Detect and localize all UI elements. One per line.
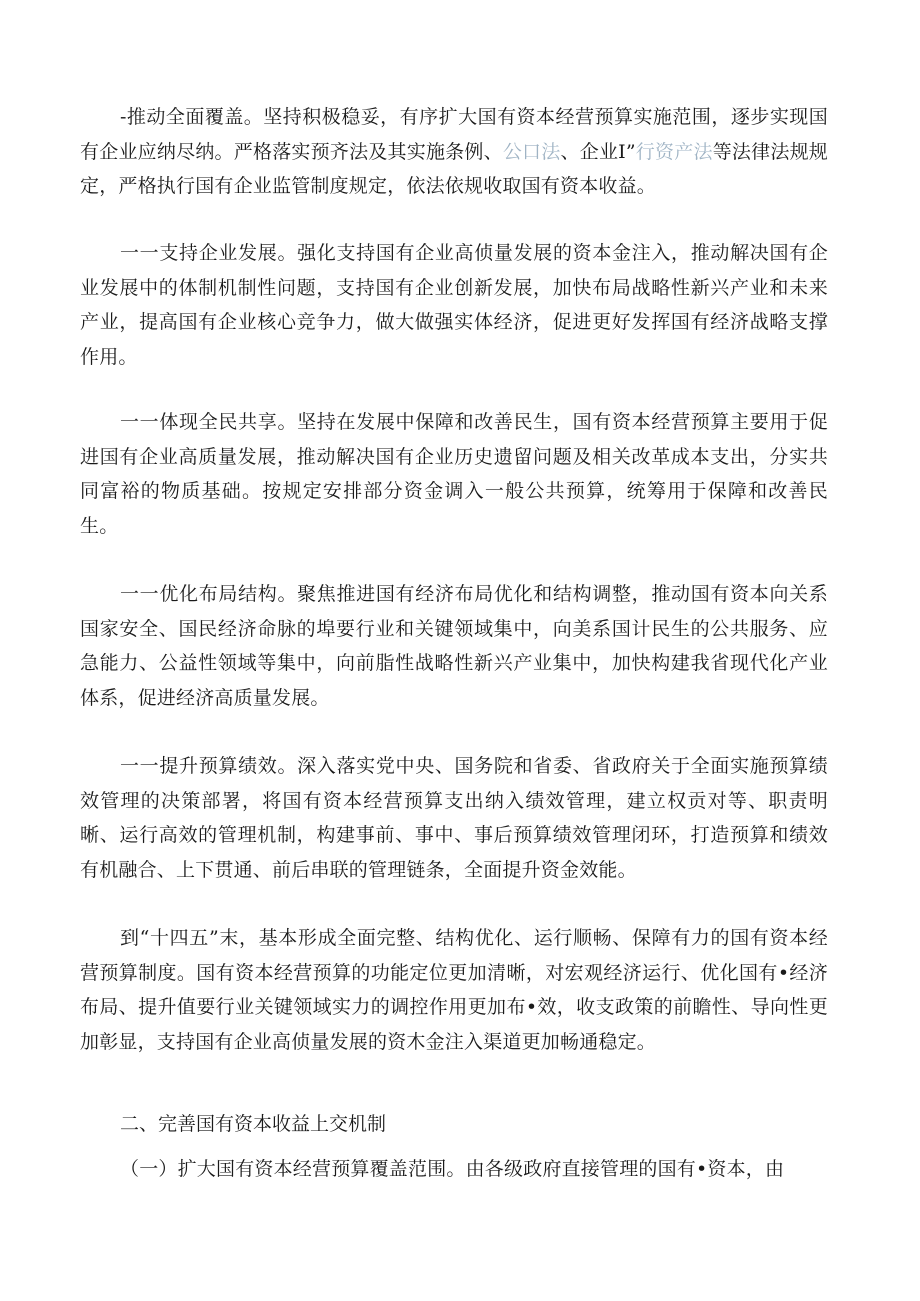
paragraph-14th-five-year-goal: 到“十四五”末，基本形成全面完整、结构优化、运行顺畅、保障有力的国有资本经营预算制度。国有资本经营预算的功能定位更加清晰，对宏观经济运行、优化国有•经济布局、提升值要行业关键领域实力的调控作用更加布•效，收支政策的前瞻性、导向性更加彰显，支持国有企业高侦量发展的资木金注入渠道更加畅通稳定。 [80,927,828,1053]
paragraph-expand-coverage: （一）扩大国有资本经营预算覆盖范围。由各级政府直接管理的国有•资本，由 [120,1158,785,1180]
paragraph-full-coverage-connector: 、企业I” [560,140,636,163]
section-heading-2: 二、完善国有资本收益上交机制 [120,1113,387,1135]
paragraph-optimize-layout: 一一优化布局结构。聚焦推进国有经济布局优化和结构调整，推动国有资本向关系国家安全、国民经济命脉的埠要行业和关键领域集中，向美系国计民生的公共服务、应急能力、公益性领域等集中，向前脂性战略性新兴产业集中，加快构建我省现代化产业体系，促进经济高质量发展。 [80,583,828,709]
company-law-link[interactable]: 公口法 [502,140,561,163]
paragraph-full-coverage [80,100,828,204]
paragraph-support-enterprise: 一一支持企业发展。强化支持国有企业高侦量发展的资本金注入，推动解决国有企业发展中的体制机制性问题，支持国有企业创新发展，加快布局战略性新兴产业和未来产业，提高国有企业核心竞争力，做大做强实体经济，促进更好发挥国有经济战略支撑作用。 [80,242,828,368]
paragraph-shared-by-all: 一一体现全民共享。坚持在发展中保障和改善民生，国有资本经营预算主要用于促进国有企业高质量发展，推动解决国有企业历史遗留问题及相关改革成本支出，分实共同富裕的物质基础。按规定安排部分资金调入一般公共预算，统筹用于保障和改善民生。 [80,411,828,537]
paragraph-full-coverage-tail: 等法律法规规定，严格执行国有企业监管制度规定，依法依规收取国有资本收益。 [80,140,828,197]
state-assets-law-link[interactable]: 行资产法 [635,140,713,163]
paragraph-full-coverage-text: -推动全面覆盖。坚持积极稳妥，有序扩大国有资本经营预算实施范围，逐步实现国有企业应纳尽纳。严格落实预齐法及其实施条例、 [80,106,828,163]
paragraph-budget-performance: 一一提升预算绩效。深入落实党中央、国务院和省委、省政府关于全面实施预算绩效管理的决策部署，将国有资本经营预算支出纳入绩效管理，建立权贡对等、职责明晰、运行高效的管理机制，构建事前、事中、事后预算绩效管理闭环，打造预算和绩效有机融合、上下贯通、前后串联的管理链条，全面提升资金效能。 [80,755,828,881]
